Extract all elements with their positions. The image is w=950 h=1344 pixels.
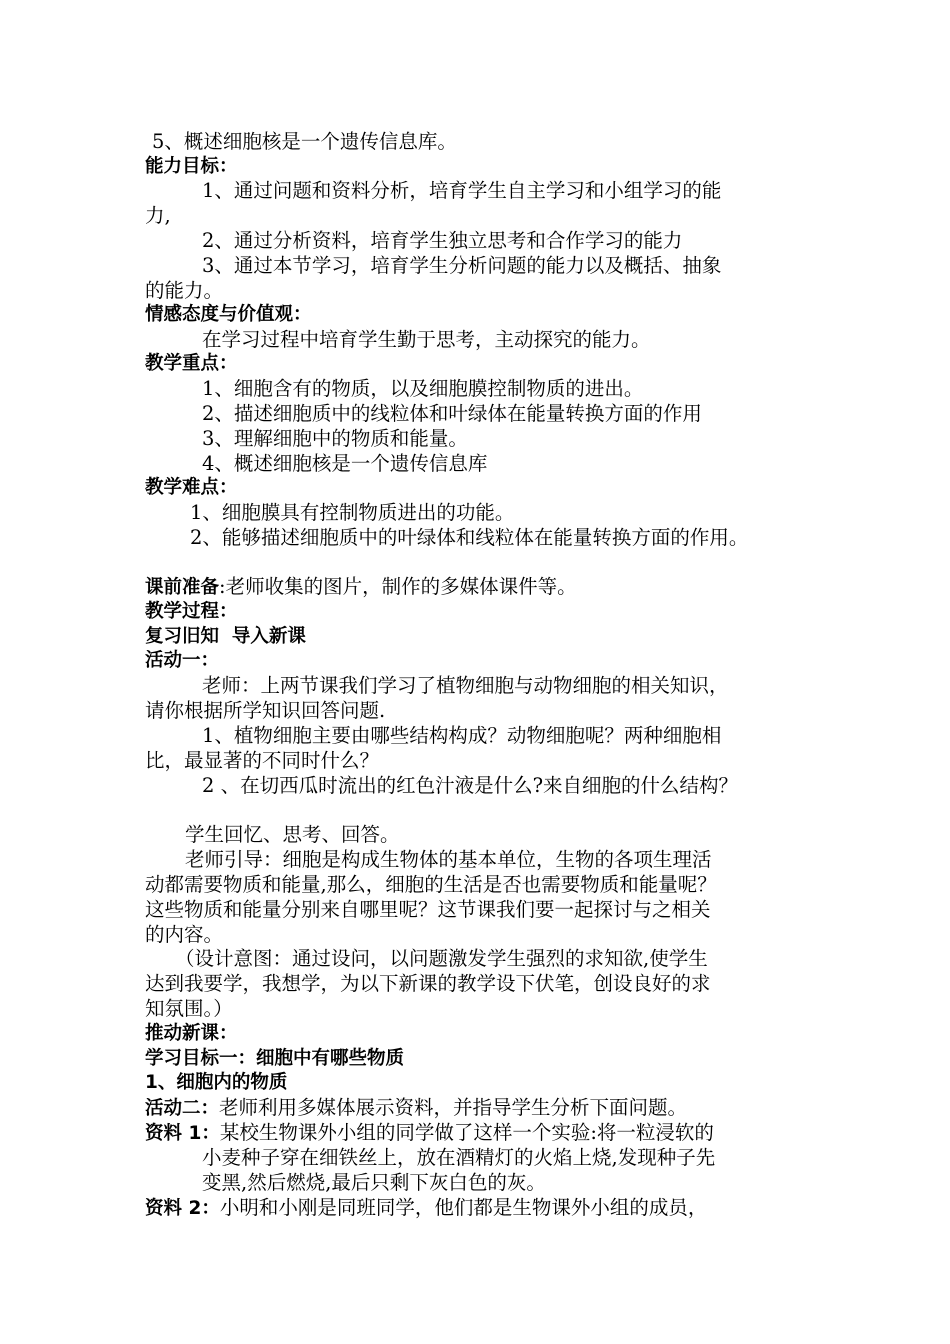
section-heading: 教学过程： — [145, 601, 238, 622]
text-line: 2、通过分析资料，培育学生独立思考和合作学习的能力 — [202, 229, 683, 252]
text-line: 的能力。 — [145, 279, 224, 302]
text-line: 1、通过问题和资料分析，培育学生自主学习和小组学习的能 — [202, 179, 722, 202]
text-line: 的内容。 — [145, 923, 224, 946]
text-line — [145, 1195, 707, 1220]
inline-heading: 资料 1： — [145, 1123, 220, 1144]
text-line: 2 、在切西瓜时流出的红色汁液是什么?来自细胞的什么结构？ — [202, 774, 739, 797]
section-heading: 复习旧知 导入新课 — [145, 626, 306, 647]
section-heading: 学习目标一：细胞中有哪些物质 — [145, 1048, 405, 1069]
text-line: 力, — [145, 204, 171, 227]
inline-text: 某校生物课外小组的同学做了这样一个实验:将一粒浸软的 — [219, 1121, 714, 1144]
text-line — [145, 1120, 714, 1145]
section-heading: 教学难点： — [145, 477, 238, 498]
text-line: 4、概述细胞核是一个遗传信息库 — [202, 452, 488, 475]
text-line: 2、描述细胞质中的线粒体和叶绿体在能量转换方面的作用 — [202, 402, 702, 425]
text-line: 小麦种子穿在细铁丝上，放在酒精灯的火焰上烧,发现种子先 — [202, 1146, 716, 1169]
text-line: 3、理解细胞中的物质和能量。 — [202, 427, 468, 450]
text-line — [145, 574, 577, 599]
inline-heading: 活动二： — [145, 1098, 220, 1119]
text-line: 1、细胞膜具有控制物质进出的功能。 — [190, 501, 515, 524]
text-line: 3、通过本节学习，培育学生分析问题的能力以及概括、抽象 — [202, 254, 722, 277]
inline-text: :老师收集的图片，制作的多媒体课件等。 — [219, 575, 577, 598]
inline-heading: 资料 2： — [145, 1198, 220, 1219]
inline-text: 老师利用多媒体展示资料，并指导学生分析下面问题。 — [219, 1096, 688, 1119]
inline-text: 小明和小刚是同班同学，他们都是生物课外小组的成员， — [219, 1196, 708, 1219]
text-line: 1、植物细胞主要由哪些结构构成？动物细胞呢？两种细胞相 — [202, 724, 722, 747]
inline-heading: 课前准备 — [145, 577, 220, 598]
text-line — [145, 1095, 687, 1120]
text-line: 这些物质和能量分别来自哪里呢？这节课我们要一起探讨与之相关 — [145, 898, 711, 921]
text-line: （设计意图：通过设问，以问题激发学生强烈的求知欲,使学生 — [175, 947, 708, 970]
section-heading: 能力目标： — [145, 156, 238, 177]
text-line: 达到我要学，我想学，为以下新课的教学设下伏笔，创设良好的求 — [145, 972, 711, 995]
section-heading: 活动一： — [145, 650, 220, 671]
text-line: 1、细胞含有的物质，以及细胞膜控制物质的进出。 — [202, 377, 644, 400]
text-line: 变黑,然后燃烧,最后只剩下灰白色的灰。 — [202, 1171, 546, 1194]
text-line: 5、概述细胞核是一个遗传信息库。 — [152, 130, 457, 153]
section-heading: 1、细胞内的物质 — [145, 1072, 288, 1093]
text-line: 动都需要物质和能量,那么，细胞的生活是否也需要物质和能量呢？ — [145, 873, 717, 896]
text-line: 老师：上两节课我们学习了植物细胞与动物细胞的相关知识， — [202, 674, 729, 697]
text-line: 请你根据所学知识回答问题. — [145, 699, 386, 722]
text-line: 比，最显著的不同时什么？ — [145, 749, 380, 772]
section-heading: 情感态度与价值观： — [145, 304, 312, 325]
text-line: 老师引导：细胞是构成生物体的基本单位，生物的各项生理活 — [185, 848, 712, 871]
text-line: 学生回忆、思考、回答。 — [185, 823, 400, 846]
section-heading: 推动新课： — [145, 1023, 238, 1044]
text-line: 2、能够描述细胞质中的叶绿体和线粒体在能量转换方面的作用。 — [190, 526, 749, 549]
text-line: 在学习过程中培育学生勤于思考，主动探究的能力。 — [202, 328, 651, 351]
text-line: 知氛围。） — [145, 997, 233, 1020]
section-heading: 教学重点： — [145, 353, 238, 374]
